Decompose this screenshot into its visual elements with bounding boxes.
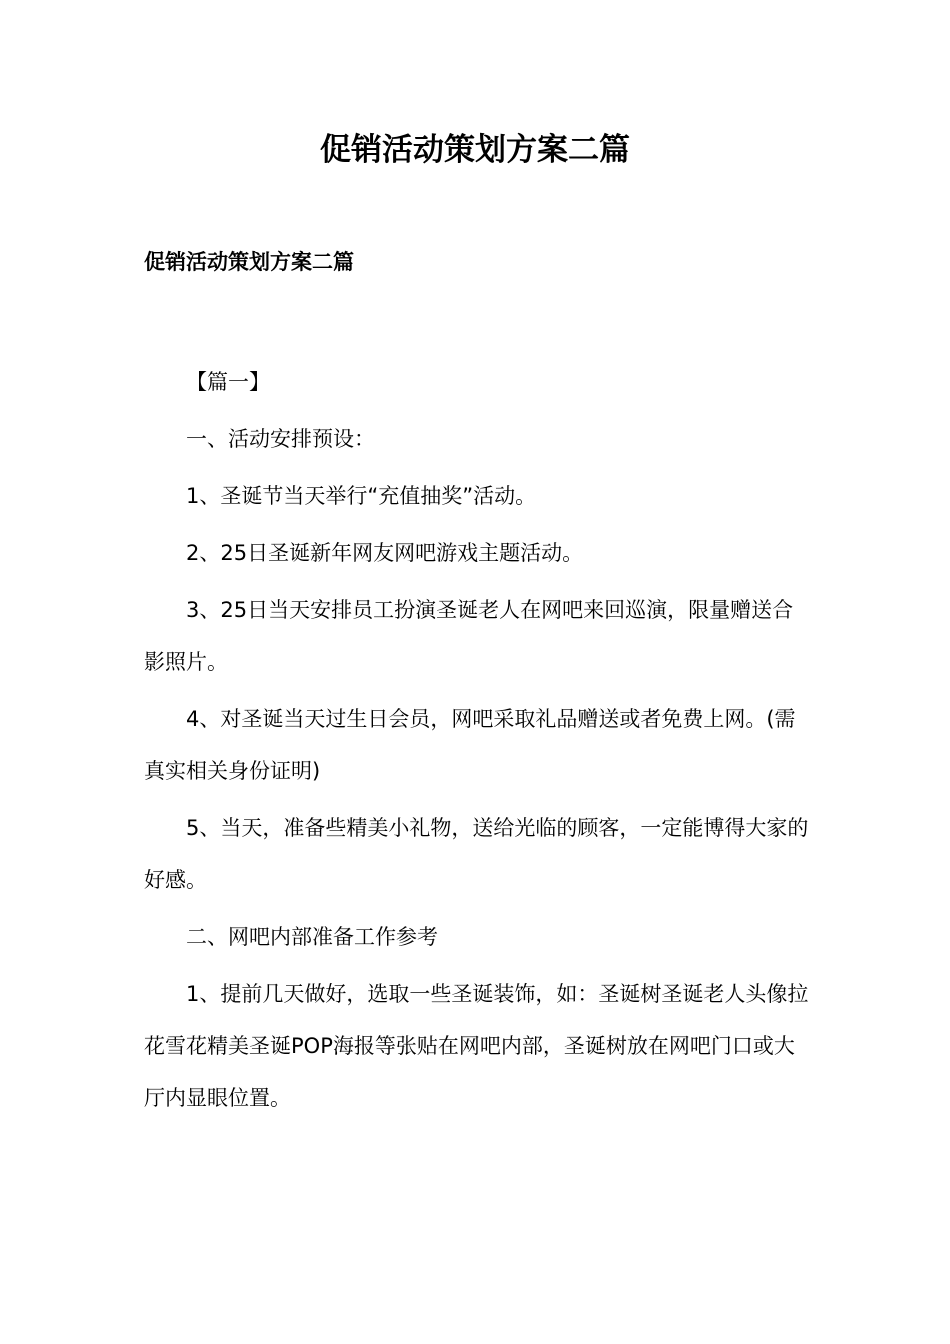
document-subtitle: 促销活动策划方案二篇 <box>144 250 354 274</box>
paragraph-item-5: 5、当天，准备些精美小礼物，送给光临的顾客，一定能博得大家的好感。 <box>144 816 809 892</box>
paragraph-item-1: 1、圣诞节当天举行“充值抽奖”活动。 <box>186 484 537 508</box>
document-title: 促销活动策划方案二篇 <box>320 132 630 168</box>
section-heading-part-one: 【篇一】 <box>186 370 270 394</box>
section-heading-activity-plan: 一、活动安排预设： <box>186 427 375 451</box>
paragraph-item-4: 4、对圣诞当天过生日会员，网吧采取礼品赠送或者免费上网。(需真实相关身份证明) <box>144 707 796 783</box>
paragraph-item-3: 3、25日当天安排员工扮演圣诞老人在网吧来回巡演，限量赠送合影照片。 <box>144 598 794 674</box>
document-body <box>144 356 810 1124</box>
section-heading-preparation: 二、网吧内部准备工作参考 <box>186 925 438 949</box>
paragraph-preparation-1: 1、提前几天做好，选取一些圣诞装饰，如：圣诞树圣诞老人头像拉花雪花精美圣诞POP海报等张贴在网吧内部，圣诞树放在网吧门口或大厅内显眼位置。 <box>144 982 809 1110</box>
paragraph-item-2: 2、25日圣诞新年网友网吧游戏主题活动。 <box>186 541 584 565</box>
